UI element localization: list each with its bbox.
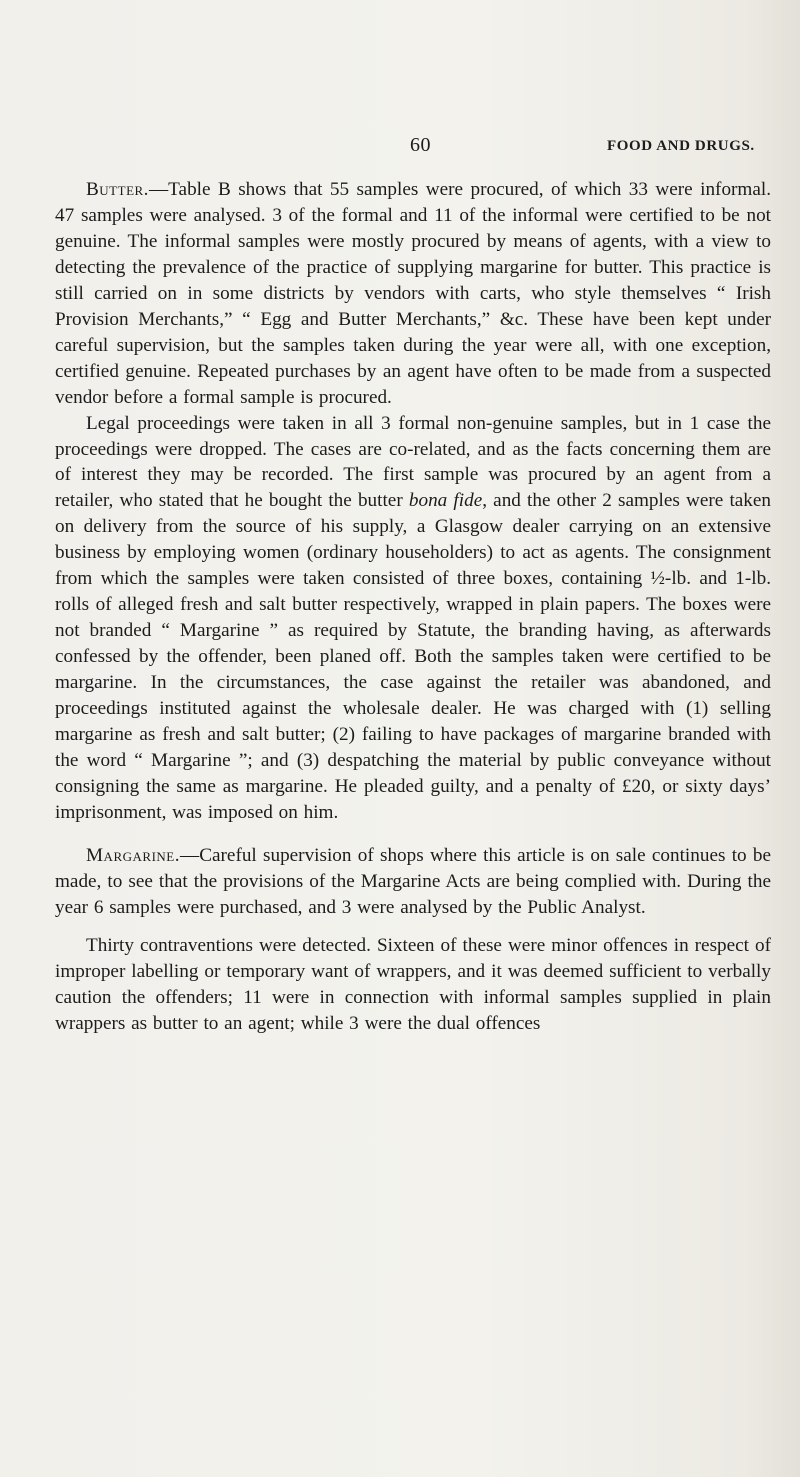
butter-heading: Butter. <box>86 179 149 200</box>
butter-paragraph <box>55 177 771 411</box>
bona-fide-italic: bona fide <box>408 490 483 512</box>
margarine-paragraph <box>55 843 771 921</box>
margarine-heading: Margarine. <box>86 844 181 866</box>
running-head: FOOD AND DRUGS. <box>607 138 755 154</box>
legal-proceedings-text-b: , and the other 2 samples were taken on delivery from the source of his supply, a Glasgow dealer carrying on an extensive business by employing women (ordinary householders) to act as agents. The consignment from which the samples were taken consisted of three boxes, containing ½-lb. and 1-lb. rolls of alleged fresh and salt butter respectively, wrapped in plain papers. The boxes were not branded “ Margarine ” as required by Statute, the branding having, as afterwards confessed by the offender, been planed off. Both the samples taken were certified to be margarine. In the circumstances, the case against the retailer was abandoned, and proceedings instituted against the wholesale dealer. He was charged with (1) selling margarine as fresh and salt butter; (2) failing to have packages of margarine branded with the word “ Margarine ”; and (3) despatching the material by public conveyance without consigning the same as margarine. He pleaded guilty, and a penalty of £20, or sixty days’ imprisonment, was imposed on him. <box>55 490 772 823</box>
page-number: 60 <box>410 134 431 156</box>
contraventions-paragraph <box>55 933 771 1037</box>
body-text <box>55 177 771 1037</box>
margarine-paragraph-text: —Careful supervision of shops where this article is on sale continues to be made, to see that the provisions of the Margarine Acts are being complied with. During the year 6 samples were purchased, and 3 were analysed by the Public Analyst. <box>55 844 771 918</box>
legal-proceedings-text-a: Legal proceedings were taken in all 3 formal non-genuine samples, but in 1 case the proceedings were dropped. The cases are co-related, and as the facts concerning them are of interest they may be recorded. The first sample was procured by an agent from a retailer, who stated that he bought the butter <box>55 412 771 512</box>
legal-proceedings-paragraph <box>55 411 771 826</box>
contraventions-text: Thirty contraventions were detected. Sixteen of these were minor offences in respect of improper labelling or temporary want of wrappers, and it was deemed sufficient to verbally caution the offenders; 11 were in connection with informal samples supplied in plain wrappers as butter to an agent; while 3 were the dual offences <box>55 934 771 1034</box>
butter-paragraph-text: —Table B shows that 55 samples were procured, of which 33 were informal. 47 samples were analysed. 3 of the formal and 11 of the informal were certified to be not genuine. The informal samples were mostly procured by means of agents, with a view to detecting the prevalence of the practice of supplying margarine for butter. This practice is still carried on in some districts by vendors with carts, who style themselves “ Irish Provision Merchants,” “ Egg and Butter Merchants,” &c. These have been kept under careful supervision, but the samples taken during the year were all, with one exception, certified genuine. Repeated purchases by an agent have often to be made from a suspected vendor before a formal sample is procured. <box>55 179 771 408</box>
